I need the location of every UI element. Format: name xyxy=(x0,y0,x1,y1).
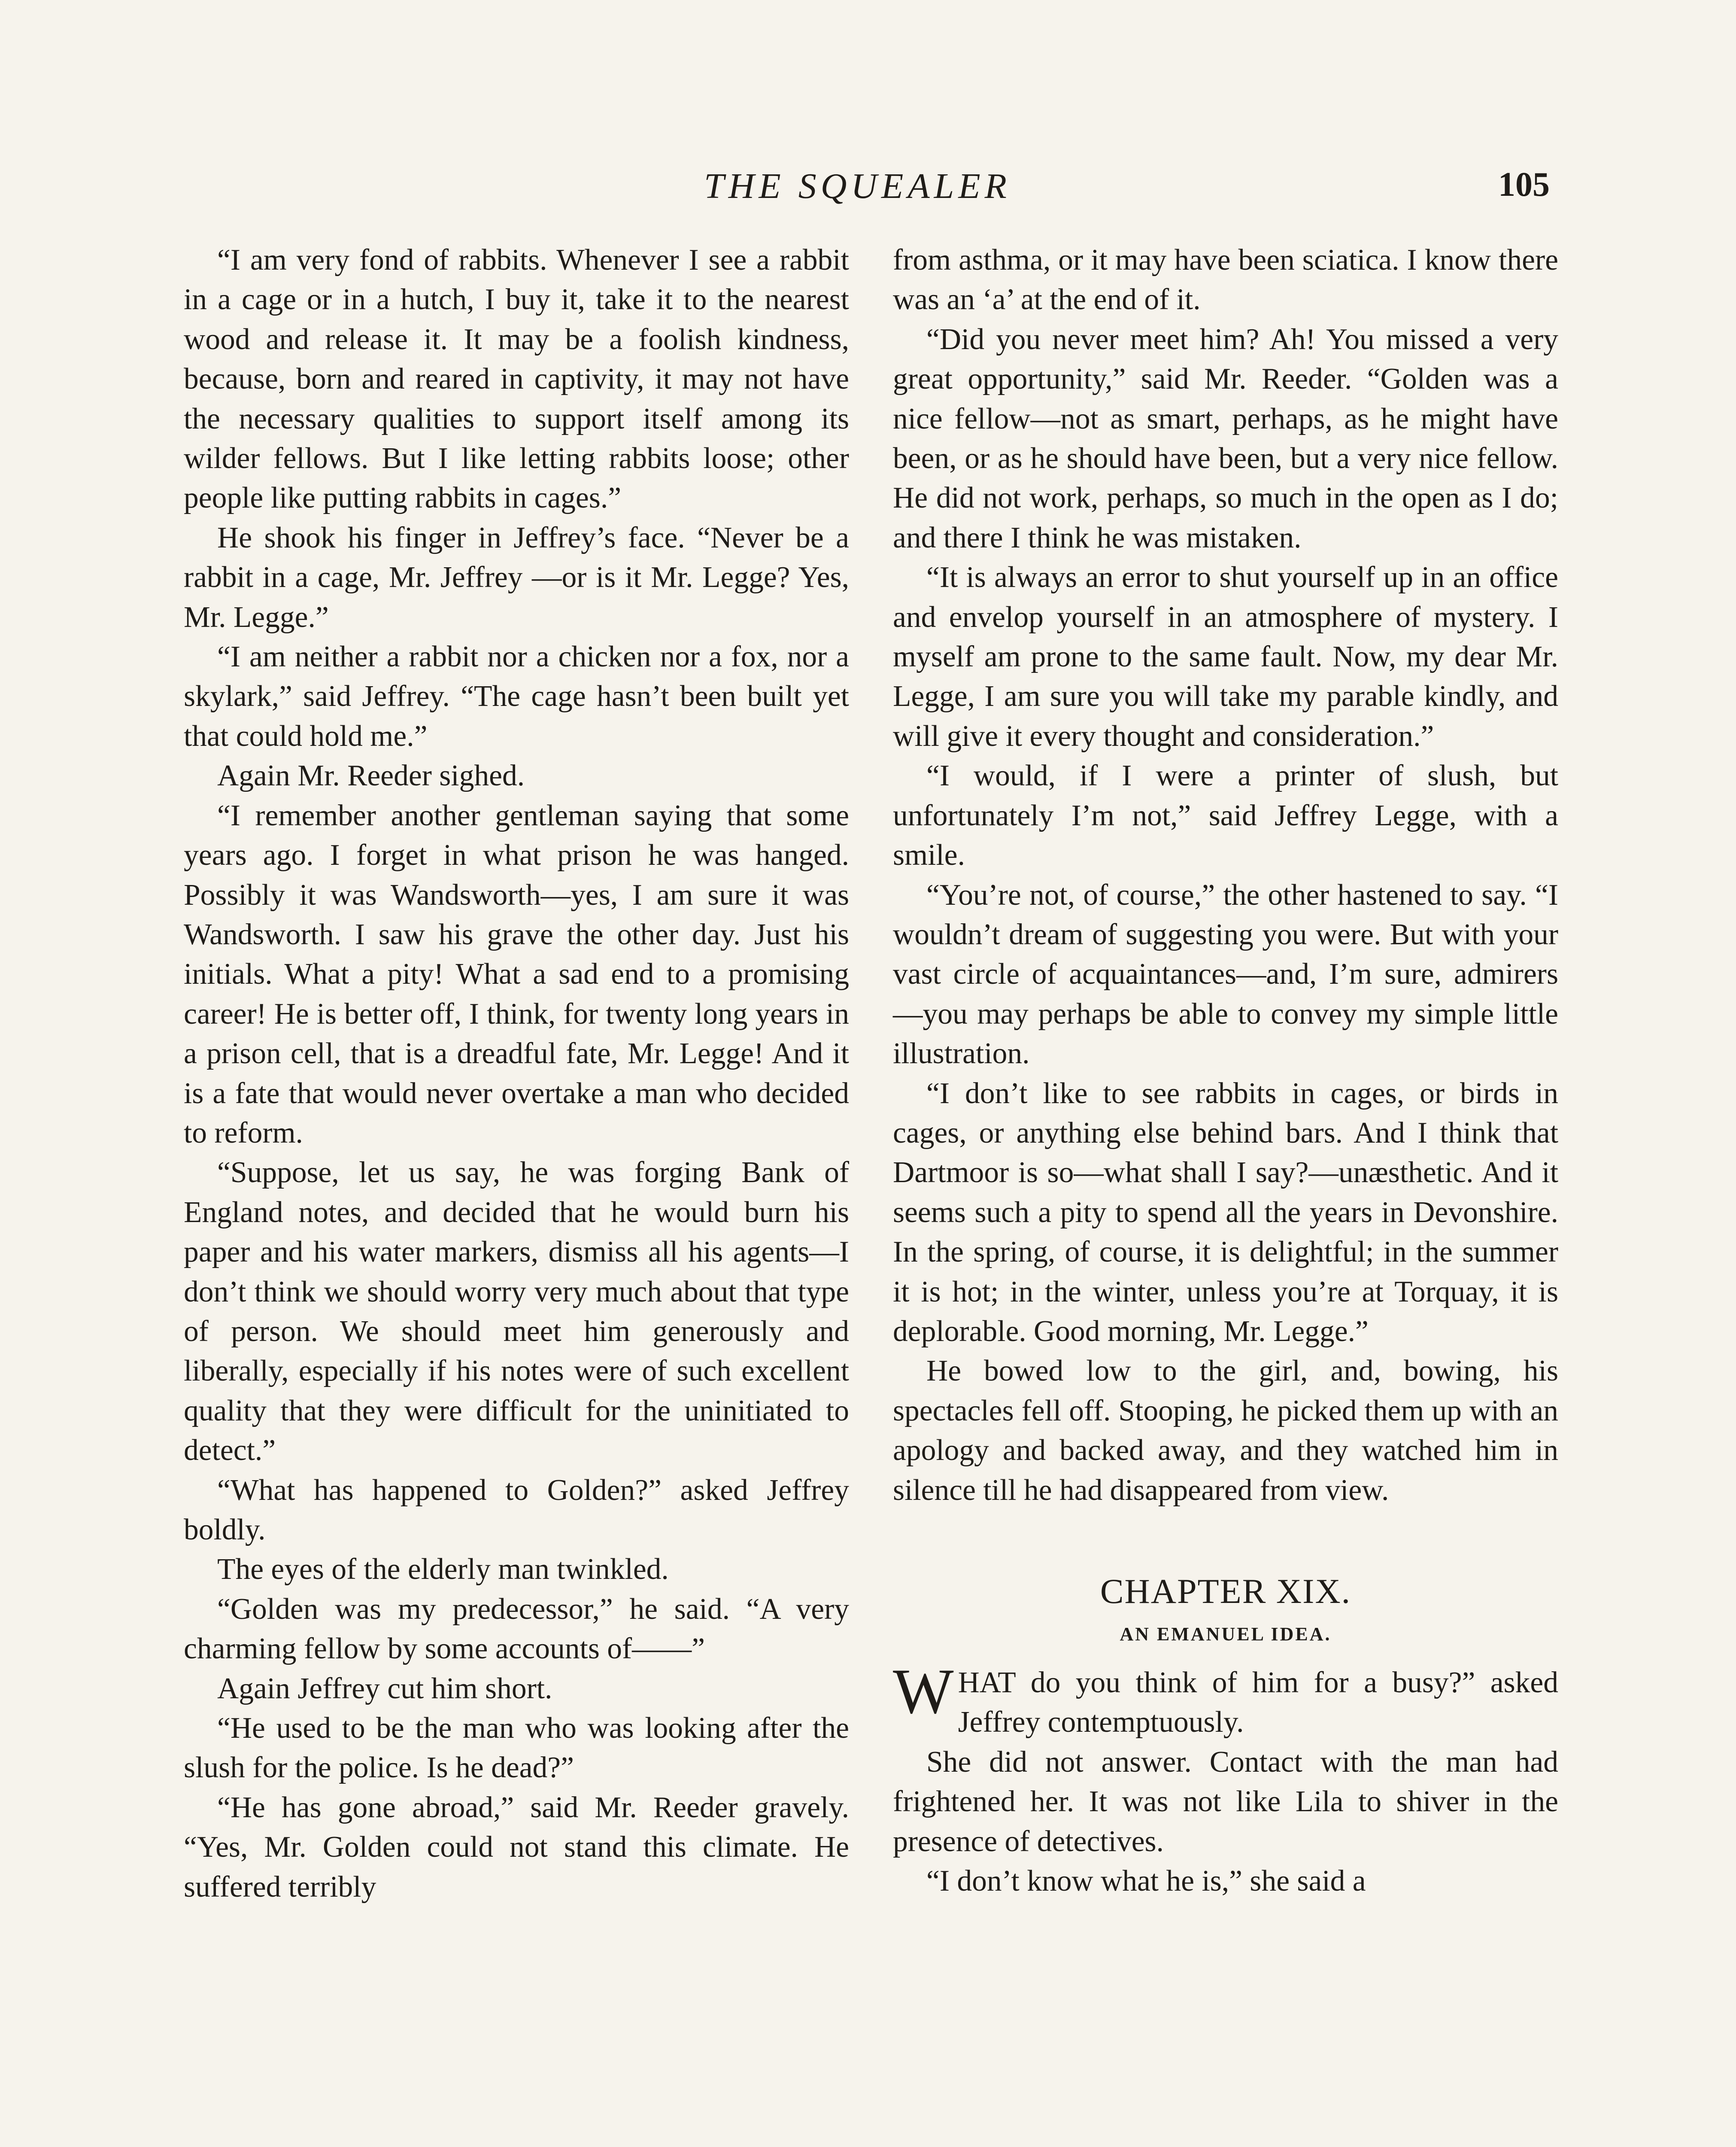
paragraph: “I am neither a rabbit nor a chicken nor a fox, nor a skylark,” said Jeffrey. “The cage hasn’t been built yet that could hold me.” xyxy=(184,640,849,753)
paragraph: “Did you never meet him? Ah! You missed a very great opportunity,” said Mr. Reeder. “Golden was a nice fellow—not as smart, perhaps, as he might have been, or as he should have been, but a very nice fellow. He did not work, perhaps, so much in the open as I do; and there I think he was mistaken. xyxy=(893,322,1558,554)
paragraph: Again Mr. Reeder sighed. xyxy=(217,759,525,793)
running-head xyxy=(0,165,1736,208)
paragraph: “What has happened to Golden?” asked Jeffrey boldly. xyxy=(184,1473,849,1546)
paragraph: “I would, if I were a printer of slush, but unfortunately I’m not,” said Jeffrey Legge, with a smile. xyxy=(893,759,1558,872)
paragraph: “It is always an error to shut yourself up in an office and envelop yourself in an atmosphere of mystery. I myself am prone to the same fault. Now, my dear Mr. Legge, I am sure you will take my parable kindly, and will give it every thought and consideration.” xyxy=(893,561,1558,753)
drop-cap: W xyxy=(893,1656,954,1727)
chapter-title: CHAPTER XIX. xyxy=(1100,1572,1351,1611)
paragraph: Again Jeffrey cut him short. xyxy=(217,1672,552,1705)
paragraph: “He used to be the man who was looking after the slush for the police. Is he dead?” xyxy=(184,1712,849,1785)
paragraph: “He has gone abroad,” said Mr. Reeder gravely. “Yes, Mr. Golden could not stand this climate. He suffered terribly xyxy=(184,1791,849,1904)
page-number: 105 xyxy=(1498,166,1550,204)
left-column xyxy=(184,240,849,1907)
paragraph: “Suppose, let us say, he was forging Bank of England notes, and decided that he would burn his paper and his water markers, dismiss all his agents—I don’t think we should worry very much about that type of person. We should meet him generously and liberally, especially if his notes were of such excellent quality that they were difficult for the uninitiated to detect.” xyxy=(184,1156,849,1467)
paragraph: “I don’t know what he is,” she said a xyxy=(926,1864,1366,1898)
right-column xyxy=(893,240,1558,1901)
chapter-subtitle: AN EMANUEL IDEA. xyxy=(1120,1624,1332,1645)
chapter-opening-paragraph xyxy=(893,1656,1558,1743)
paragraph: “Golden was my predecessor,” he said. “A very charming fellow by some accounts of——” xyxy=(184,1592,849,1666)
running-head-title: THE SQUEALER xyxy=(704,166,1011,206)
opening-text: HAT do you think of him for a busy?” asked Jeffrey contemptuously. xyxy=(958,1666,1558,1739)
paragraph: “You’re not, of course,” the other hastened to say. “I wouldn’t dream of suggesting you were. But with your vast circle of acquaintances—and, I’m sure, admirers—you may perhaps be able to convey my simple little illustration. xyxy=(893,878,1558,1070)
continued-paragraph: from asthma, or it may have been sciatica. I know there was an ‘a’ at the end of it. xyxy=(893,243,1558,316)
paragraph: The eyes of the elderly man twinkled. xyxy=(217,1553,669,1586)
paragraph: “I don’t like to see rabbits in cages, or birds in cages, or anything else behind bars. And I think that Dartmoor is so—what shall I say?—unæsthetic. And it seems such a pity to spend all the years in Devonshire. In the spring, of course, it is delightful; in the summer it is hot; in the winter, unless you’re at Torquay, it is deplorable. Good morning, Mr. Legge.” xyxy=(893,1077,1558,1348)
paragraph: He shook his finger in Jeffrey’s face. “Never be a rabbit in a cage, Mr. Jeffrey —or is it Mr. Legge? Yes, Mr. Legge.” xyxy=(184,521,849,634)
paragraph: “I remember another gentleman saying that some years ago. I forget in what prison he was hanged. Possibly it was Wandsworth—yes, I am sure it was Wandsworth. I saw his grave the other day. Just his initials. What a pity! What a sad end to a promising career! He is better off, I think, for twenty long years in a prison cell, that is a dreadful fate, Mr. Legge! And it is a fate that would never overtake a man who decided to reform. xyxy=(184,799,849,1150)
chapter-heading xyxy=(893,1568,1558,1651)
paragraph: “I am very fond of rabbits. Whenever I see a rabbit in a cage or in a hutch, I buy it, take it to the nearest wood and release it. It may be a foolish kindness, because, born and reared in captivity, it may not have the necessary qualities to support itself among its wilder fellows. But I like letting rabbits loose; other people like putting rabbits in cages.” xyxy=(184,243,849,515)
paragraph: She did not answer. Contact with the man had frightened her. It was not like Lila to shiver in the presence of detectives. xyxy=(893,1745,1558,1858)
paragraph: He bowed low to the girl, and, bowing, his spectacles fell off. Stooping, he picked them up with an apology and backed away, and they watched him in silence till he had disappeared from view. xyxy=(893,1354,1558,1507)
